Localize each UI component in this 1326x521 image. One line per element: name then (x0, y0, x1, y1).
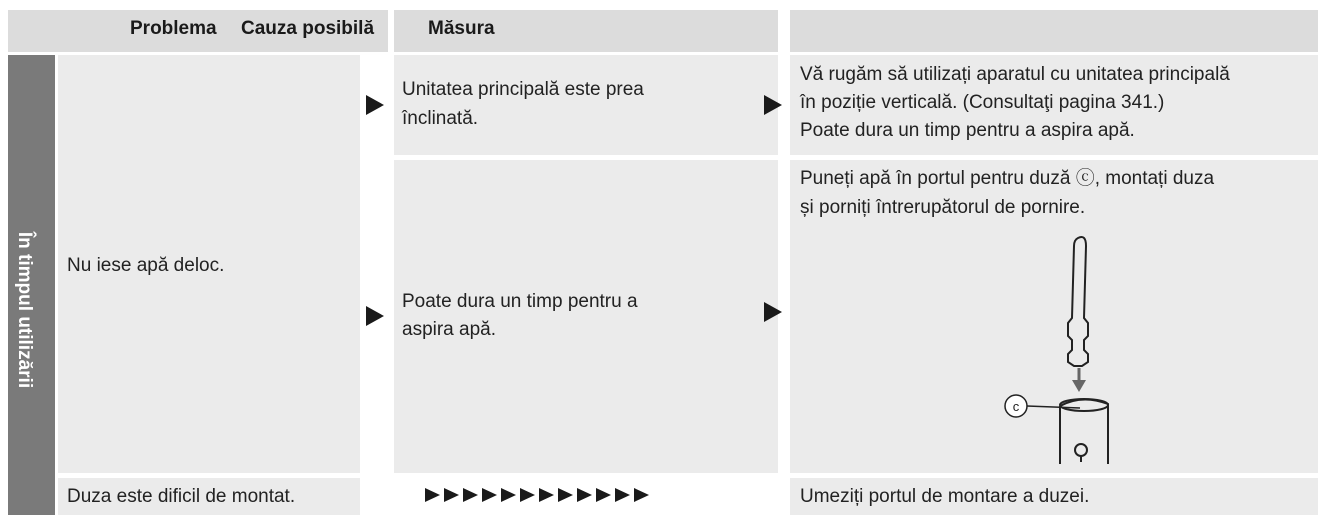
header-bar-right (790, 10, 1318, 52)
header-problem: Problema (130, 18, 217, 39)
callout-c-icon (1005, 395, 1080, 417)
callout-c-label: c (1012, 399, 1020, 414)
cause-line-1b-2: aspira apă. (402, 319, 497, 340)
nozzle-icon (1068, 237, 1088, 366)
measure-line-1a-1: Vă rugăm să utilizați aparatul cu unitatea principală (800, 64, 1230, 85)
measure-text-2: Umeziți portul de montare a duzei. (800, 486, 1090, 507)
cause-line-1a-2: înclinată. (402, 108, 479, 129)
measure-line-1b-2: și porniți întrerupătorul de pornire. (800, 197, 1086, 218)
measure-line-1a-2: în poziție verticală. (Consultaţi pagina 341.) (800, 92, 1165, 113)
side-label-text: În timpul utilizării (14, 231, 35, 389)
arrow-icon-measure-1b (764, 302, 782, 322)
problem-text-2: Duza este dificil de montat. (67, 486, 296, 507)
measure-line-1a-3: Poate dura un timp pentru a aspira apă. (800, 120, 1135, 141)
water-port-icon (1060, 399, 1108, 464)
side-label (9, 190, 39, 430)
arrow-icon-cause-1a (366, 95, 384, 115)
nozzle-illustration (990, 228, 1130, 468)
measure-line-1b-1: Puneți apă în portul pentru duză ⓒ, montați duza (800, 168, 1215, 189)
cause-cell-1a (394, 55, 778, 155)
arrow-row-icon (425, 488, 649, 502)
cause-line-1a-1: Unitatea principală este prea (402, 79, 644, 100)
cause-line-1b-1: Poate dura un timp pentru a (402, 291, 638, 312)
arrow-icon-measure-1a (764, 95, 782, 115)
down-arrow-icon (1072, 368, 1086, 392)
problem-text-1: Nu iese apă deloc. (67, 255, 225, 276)
header-measure: Măsura (428, 18, 495, 39)
arrow-icon-cause-1b (366, 306, 384, 326)
header-cause: Cauza posibilă (241, 18, 375, 39)
